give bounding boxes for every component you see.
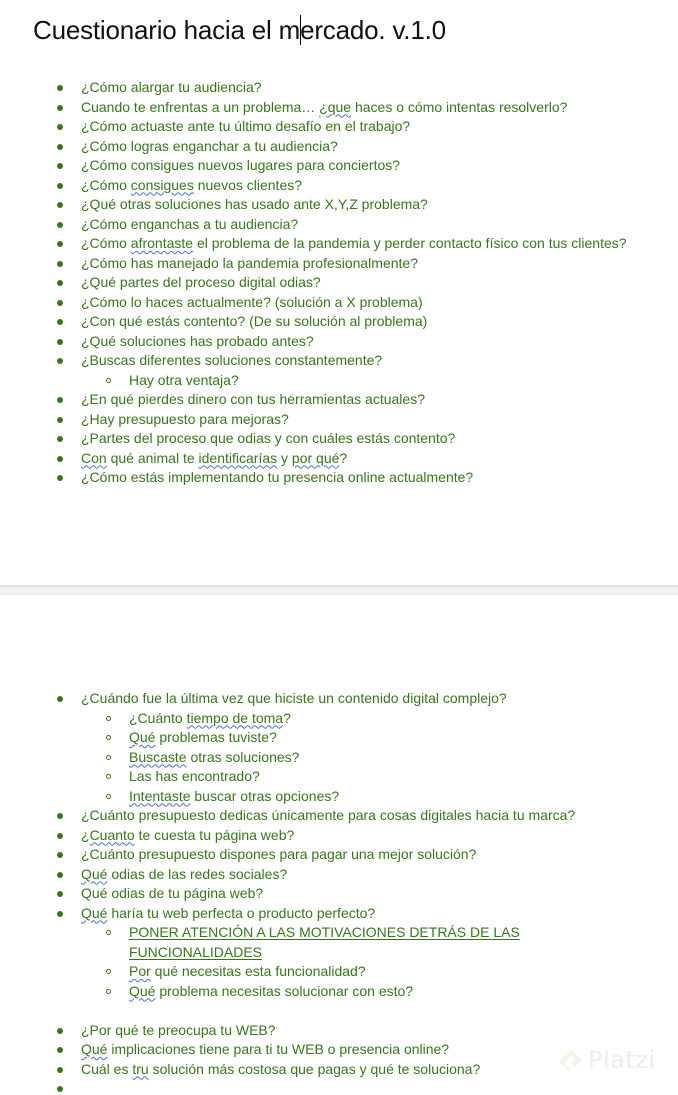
- item-text: ¿Cómo lo haces actualmente? (solución a X problema): [81, 293, 423, 310]
- item-text: el problema de la pandemia y perder contacto físico con tus clientes?: [193, 235, 627, 251]
- bullet-icon: [57, 280, 63, 286]
- list-item[interactable]: [0, 1040, 575, 1060]
- misspelled-word: Qué: [129, 729, 156, 745]
- item-text: ¿Con qué estás contento? (De su solución al problema): [81, 313, 428, 329]
- item-text: odias de las redes sociales?: [107, 865, 288, 882]
- page-break: [0, 585, 678, 595]
- bullet-icon: [57, 891, 63, 897]
- item-text: qué animal te: [106, 449, 199, 466]
- list-item[interactable]: [0, 215, 627, 235]
- list-item[interactable]: [0, 826, 575, 846]
- bullet-icon: [57, 911, 63, 917]
- item-text: ¿Partes del proceso que odias y con cuáles estás contento?: [81, 430, 456, 446]
- bullet-icon: [57, 417, 63, 423]
- list-item[interactable]: [0, 234, 627, 254]
- bullet-list-page-2: [0, 689, 575, 1095]
- item-text: ¿: [81, 826, 90, 843]
- item-text: ¿Cómo: [81, 176, 131, 193]
- misspelled-word: Por: [129, 963, 151, 979]
- hollow-bullet-icon: [106, 378, 111, 383]
- list-item[interactable]: [0, 1060, 575, 1080]
- list-item[interactable]: [0, 904, 575, 924]
- bullet-icon: [57, 339, 63, 345]
- item-text: ¿Cómo has manejado la pandemia profesionalmente?: [81, 254, 418, 271]
- item-text: y: [277, 449, 292, 466]
- item-text: ¿Cuánto presupuesto dispones para pagar una mejor solución?: [81, 846, 477, 862]
- item-text: ¿Cómo: [81, 235, 131, 251]
- list-item[interactable]: [0, 254, 627, 274]
- platzi-logo-icon: [558, 1047, 584, 1073]
- bullet-icon: [57, 813, 63, 819]
- item-text: ¿Cómo consigues nuevos lugares para conciertos?: [81, 157, 401, 173]
- bullet-icon: [57, 833, 63, 839]
- hollow-bullet-icon: [106, 774, 111, 779]
- list-item[interactable]: [0, 468, 627, 488]
- misspelled-word: Buscaste: [129, 748, 187, 765]
- item-text: ?: [283, 709, 291, 726]
- misspelled-word: tru: [132, 1060, 149, 1077]
- hollow-bullet-icon: [106, 930, 111, 935]
- bullet-icon: [57, 1086, 63, 1092]
- empty-line[interactable]: [0, 1001, 575, 1021]
- bullet-icon: [57, 261, 63, 267]
- list-item[interactable]: [0, 845, 575, 865]
- hollow-bullet-icon: [106, 755, 111, 760]
- bullet-icon: [57, 1067, 63, 1073]
- item-text: Cuál es: [81, 1060, 133, 1077]
- item-text: ¿Cómo enganchas a tu audiencia?: [81, 215, 299, 232]
- misspelled-word: afrontaste: [130, 235, 194, 251]
- item-text: ¿Cuánto: [129, 709, 187, 726]
- title-text-part-2: ercado. v.1.0: [300, 15, 446, 45]
- list-item[interactable]: [0, 117, 627, 137]
- title-text-part-1: Cuestionario hacia el m: [33, 15, 301, 45]
- bullet-icon: [57, 85, 63, 91]
- misspelled-word: identificarías: [198, 449, 278, 466]
- item-text: ¿Cómo logras enganchar a tu audiencia?: [81, 137, 338, 154]
- misspelled-word: Qué: [81, 904, 108, 921]
- list-item[interactable]: [0, 195, 627, 215]
- document-page-2: [0, 595, 678, 1095]
- item-text: ?: [339, 449, 348, 466]
- item-text: ¿Qué soluciones has probado antes?: [81, 332, 314, 349]
- hollow-bullet-icon: [106, 989, 111, 994]
- list-item[interactable]: [0, 98, 627, 118]
- bullet-list-page-1: [0, 78, 627, 488]
- sub-list-item[interactable]: [0, 767, 575, 787]
- bullet-icon: [57, 222, 63, 228]
- list-item[interactable]: [0, 429, 627, 449]
- bullet-icon: [57, 319, 63, 325]
- bullet-icon: [57, 696, 63, 702]
- list-item[interactable]: [0, 865, 575, 885]
- item-text: ¿En qué pierdes dinero con tus herramientas actuales?: [81, 391, 425, 407]
- misspelled-word: Qué: [81, 1041, 108, 1057]
- item-text: ¿Cuánto presupuesto dedicas únicamente para cosas digitales hacia tu marca?: [81, 807, 576, 823]
- item-text: ¿Hay presupuesto para mejoras?: [81, 410, 289, 427]
- item-text: qué necesitas esta funcionalidad?: [150, 963, 366, 979]
- list-item[interactable]: [0, 137, 627, 157]
- document-title[interactable]: [33, 15, 446, 46]
- hollow-bullet-icon: [106, 969, 111, 974]
- hollow-bullet-icon: [106, 716, 111, 721]
- bullet-icon: [57, 202, 63, 208]
- bullet-icon: [57, 1028, 63, 1034]
- hollow-bullet-icon: [106, 735, 111, 740]
- watermark-text: Platzi: [588, 1046, 656, 1074]
- misspelled-word: ¿que: [319, 98, 352, 115]
- misspelled-word: por qué: [291, 449, 340, 466]
- item-text: ¿Qué otras soluciones has usado ante X,Y,Z problema?: [81, 196, 428, 212]
- item-text: ¿Cómo estás implementando tu presencia online actualmente?: [81, 469, 474, 485]
- sub-list-item[interactable]: [0, 962, 575, 982]
- item-text: ¿Cómo actuaste ante tu último desafío en el trabajo?: [81, 118, 411, 134]
- misspelled-word: Qué: [129, 982, 156, 999]
- bullet-icon: [57, 241, 63, 247]
- list-item[interactable]: [0, 156, 627, 176]
- list-item[interactable]: [0, 806, 575, 826]
- list-item[interactable]: [0, 449, 627, 469]
- item-text: implicaciones tiene para ti tu WEB o presencia online?: [107, 1041, 450, 1057]
- bullet-icon: [57, 872, 63, 878]
- item-text: ¿Por qué te preocupa tu WEB?: [81, 1021, 276, 1038]
- list-item[interactable]: [0, 332, 627, 352]
- underlined-text[interactable]: PONER ATENCIÓN A LAS MOTIVACIONES DETRÁS DE LAS FUNCIONALIDADES: [129, 924, 520, 960]
- item-text: ¿Cómo alargar tu audiencia?: [81, 79, 262, 95]
- list-item[interactable]: [0, 312, 627, 332]
- item-text: Las has encontrado?: [129, 768, 260, 784]
- sub-list-item[interactable]: [0, 982, 575, 1002]
- misspelled-word: Cuanto: [89, 826, 135, 843]
- sub-list-item[interactable]: [0, 709, 575, 729]
- bullet-icon: [57, 456, 63, 462]
- item-text: Cuando te enfrentas a un problema…: [81, 98, 320, 115]
- item-text: problemas tuviste?: [155, 729, 277, 745]
- item-text: ¿Cuándo fue la última vez que hiciste un contenido digital complejo?: [81, 690, 507, 706]
- platzi-watermark: [558, 1046, 656, 1074]
- list-item[interactable]: [0, 273, 627, 293]
- bullet-icon: [57, 358, 63, 364]
- bullet-icon: [57, 183, 63, 189]
- sub-list-item[interactable]: [0, 371, 627, 391]
- item-text: otras soluciones?: [186, 748, 300, 765]
- bullet-icon: [57, 163, 63, 169]
- misspelled-word: Intentaste: [129, 787, 191, 804]
- misspelled-word: Qué: [81, 865, 108, 882]
- bullet-icon: [57, 475, 63, 481]
- bullet-icon: [57, 105, 63, 111]
- list-item[interactable]: [0, 1021, 575, 1041]
- item-text: Qué odias de tu página web?: [81, 885, 264, 901]
- list-item[interactable]: [0, 390, 627, 410]
- list-item[interactable]: [0, 884, 575, 904]
- bullet-icon: [57, 852, 63, 858]
- list-item[interactable]: [0, 1079, 575, 1095]
- sub-list-item[interactable]: [0, 787, 575, 807]
- item-text: haría tu web perfecta o producto perfecto?: [107, 904, 376, 921]
- list-item[interactable]: [0, 78, 627, 98]
- list-item[interactable]: [0, 689, 575, 709]
- item-text: Hay otra ventaja?: [129, 371, 239, 388]
- bullet-icon: [57, 1047, 63, 1053]
- list-item[interactable]: [0, 410, 627, 430]
- sub-list-item[interactable]: [0, 728, 575, 748]
- sub-list-item[interactable]: [0, 923, 549, 962]
- list-item[interactable]: [0, 176, 627, 196]
- bullet-icon: [57, 144, 63, 150]
- list-item[interactable]: [0, 293, 627, 313]
- misspelled-word: Con: [81, 449, 107, 466]
- sub-list-item[interactable]: [0, 748, 575, 768]
- bullet-icon: [57, 300, 63, 306]
- misspelled-word: tiempo de toma: [186, 709, 284, 726]
- item-text: haces o cómo intentas resolverlo?: [351, 98, 568, 115]
- item-text: buscar otras opciones?: [190, 787, 340, 804]
- bullet-icon: [57, 124, 63, 130]
- bullet-icon: [57, 397, 63, 403]
- misspelled-word: consigues: [130, 176, 194, 193]
- item-text: nuevos clientes?: [193, 176, 303, 193]
- bullet-icon: [57, 436, 63, 442]
- item-text: ¿Qué partes del proceso digital odias?: [81, 274, 321, 290]
- item-text: problema necesitas solucionar con esto?: [155, 982, 414, 999]
- item-text: te cuesta tu página web?: [134, 826, 295, 843]
- hollow-bullet-icon: [106, 794, 111, 799]
- list-item[interactable]: [0, 351, 627, 371]
- item-text: ¿Buscas diferentes soluciones constantemente?: [81, 352, 383, 368]
- item-text: solución más costosa que pagas y qué te soluciona?: [148, 1060, 481, 1077]
